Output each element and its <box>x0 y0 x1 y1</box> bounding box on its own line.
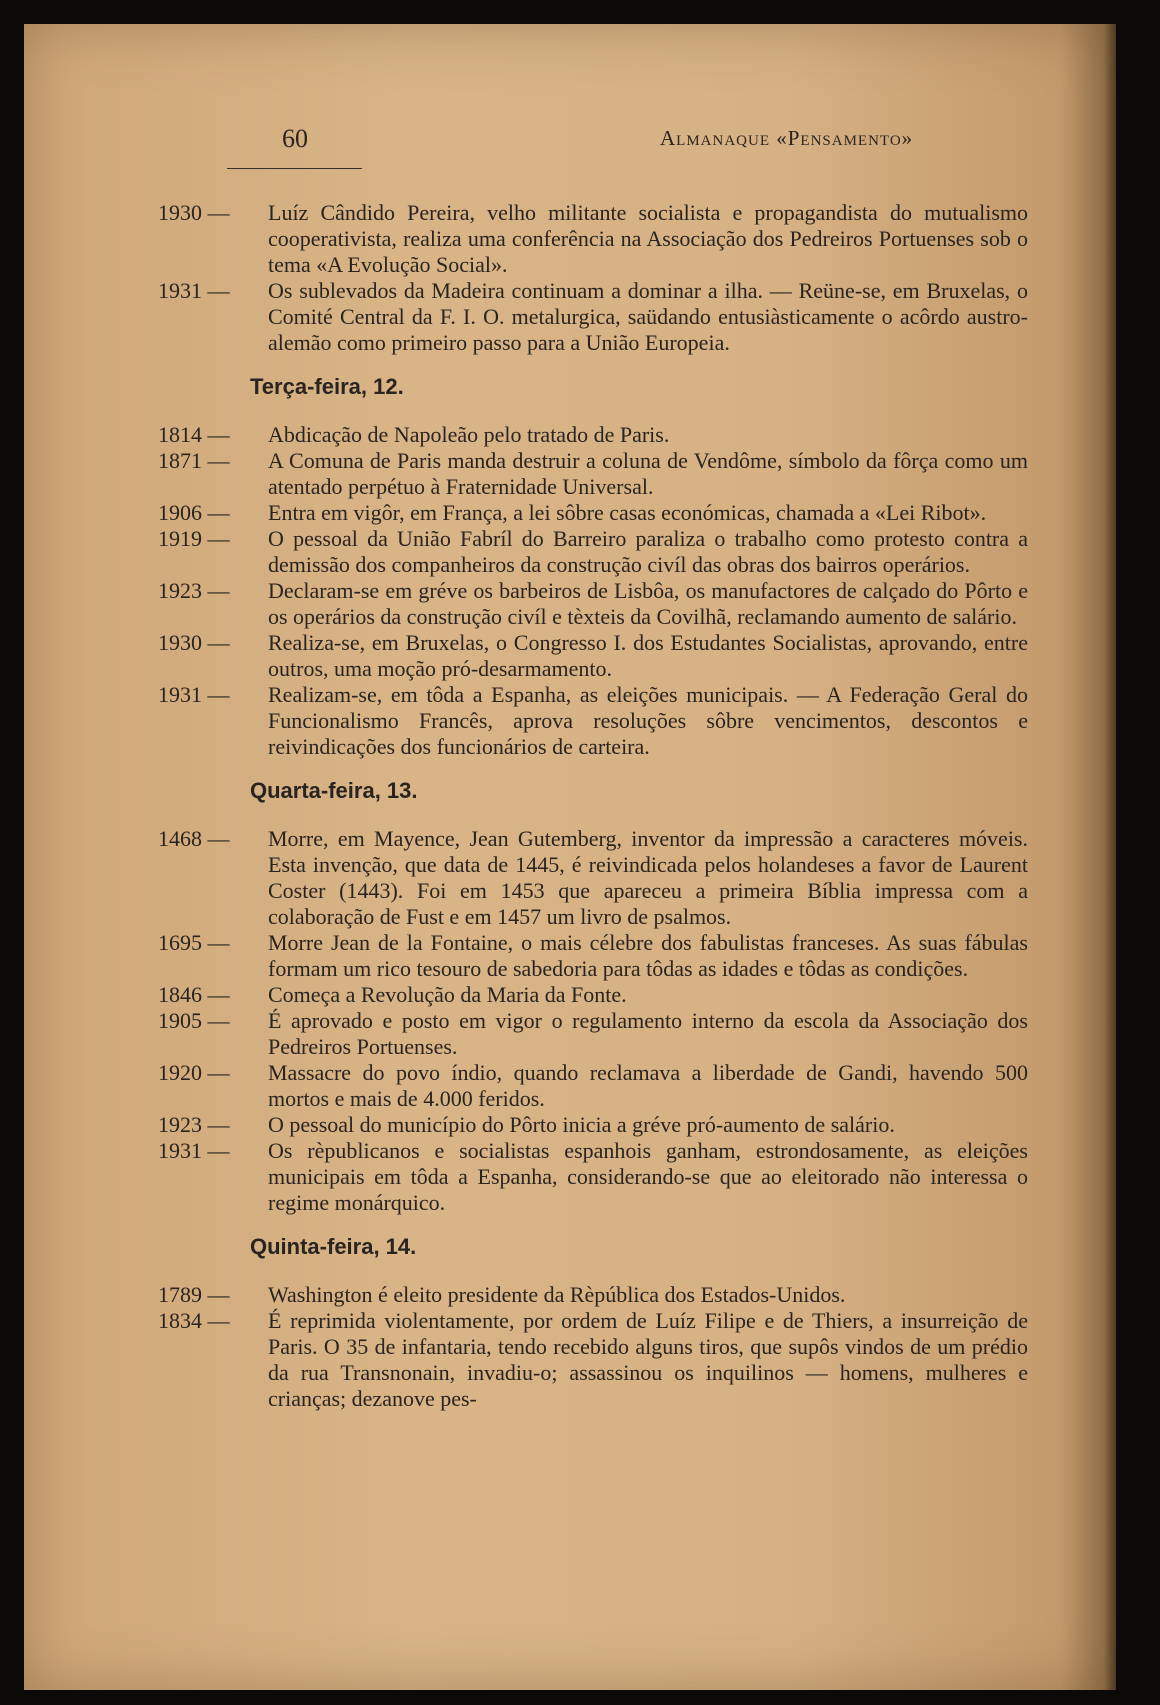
chronology-entry <box>158 200 1028 278</box>
chronology-entry <box>158 1060 1028 1112</box>
page-number: 60 <box>282 124 308 153</box>
chronology-entry <box>158 578 1028 630</box>
almanac-content <box>158 200 1028 1412</box>
day-section <box>158 1234 1028 1412</box>
chronology-entry <box>158 1008 1028 1060</box>
chronology-entry <box>158 422 1028 448</box>
page-edge-shadow <box>1104 24 1116 1690</box>
day-section <box>158 374 1028 760</box>
entry-year: 1931 — <box>158 682 230 707</box>
entry-year: 1920 — <box>158 1060 230 1085</box>
running-title: Almanaque «Pensamento» <box>660 126 914 150</box>
entry-year: 1923 — <box>158 578 230 603</box>
chronology-entry <box>158 526 1028 578</box>
entry-year: 1906 — <box>158 500 230 525</box>
chronology-entry <box>158 1138 1028 1216</box>
page-header <box>24 124 1116 164</box>
chronology-entry <box>158 630 1028 682</box>
entry-text: Os rèpublicanos e socialistas espanhois ganham, estrondosamente, as eleições municipais em tôda a Espanha, considerando-se que ao eleitorado não interessa o regime monárquico. <box>268 1138 1028 1215</box>
entry-year: 1846 — <box>158 982 230 1007</box>
chronology-entry <box>158 982 1028 1008</box>
entry-text: Os sublevados da Madeira continuam a dominar a ilha. — Reüne-se, em Bruxelas, o Comité Central da F. I. O. metalurgica, saüdando entusiàsticamente o acôrdo austro-alemão como primeiro passo para a União Europeia. <box>268 278 1028 355</box>
entry-year: 1930 — <box>158 630 230 655</box>
chronology-entry <box>158 826 1028 930</box>
day-heading: Quinta-feira, 14. <box>250 1234 417 1259</box>
entry-text: O pessoal da União Fabríl do Barreiro paraliza o trabalho como protesto contra a demissão dos companheiros da construção civíl das obras dos bairros operários. <box>268 526 1028 577</box>
entry-year: 1834 — <box>158 1308 230 1333</box>
entry-year: 1931 — <box>158 278 230 303</box>
entry-text: Washington é eleito presidente da Rèpública dos Estados-Unidos. <box>268 1282 846 1307</box>
chronology-entry <box>158 930 1028 982</box>
chronology-entry <box>158 1308 1028 1412</box>
entry-text: Começa a Revolução da Maria da Fonte. <box>268 982 627 1007</box>
day-section <box>158 200 1028 356</box>
entry-year: 1905 — <box>158 1008 230 1033</box>
chronology-entry <box>158 1282 1028 1308</box>
entry-year: 1468 — <box>158 826 230 851</box>
entry-year: 1923 — <box>158 1112 230 1137</box>
day-heading: Terça-feira, 12. <box>250 374 404 399</box>
entry-text: Realiza-se, em Bruxelas, o Congresso I. dos Estudantes Socialistas, aprovando, entre outros, uma moção pró-desarmamento. <box>268 630 1028 681</box>
entry-text: A Comuna de Paris manda destruir a coluna de Vendôme, símbolo da fôrça como um atentado perpétuo à Fraternidade Universal. <box>268 448 1028 499</box>
entry-text: Declaram-se em gréve os barbeiros de Lisbôa, os manufactores de calçado do Pôrto e os operários da construção civíl e tèxteis da Covilhã, reclamando aumento de salário. <box>268 578 1028 629</box>
entry-year: 1871 — <box>158 448 230 473</box>
day-heading: Quarta-feira, 13. <box>250 778 418 803</box>
entry-year: 1814 — <box>158 422 230 447</box>
chronology-entry <box>158 448 1028 500</box>
header-rule <box>227 168 362 169</box>
book-page <box>24 24 1116 1690</box>
entry-year: 1695 — <box>158 930 230 955</box>
chronology-entry <box>158 500 1028 526</box>
entry-year: 1789 — <box>158 1282 230 1307</box>
entry-year: 1930 — <box>158 200 230 225</box>
entry-text: Luíz Cândido Pereira, velho militante socialista e propagandista do mutualismo cooperativista, realiza uma conferência na Associação dos Pedreiros Portuenses sob o tema «A Evolução Social». <box>268 200 1028 277</box>
entry-text: Realizam-se, em tôda a Espanha, as eleições municipais. — A Federação Geral do Funcionalismo Francês, aprova resoluções sôbre vencimentos, descontos e reivindicações dos funcionários de carteira. <box>268 682 1028 759</box>
entry-text: Morre Jean de la Fontaine, o mais célebre dos fabulistas franceses. As suas fábulas formam um rico tesouro de sabedoria para tôdas as idades e tôdas as condições. <box>268 930 1028 981</box>
chronology-entry <box>158 1112 1028 1138</box>
chronology-entry <box>158 278 1028 356</box>
entry-text: Massacre do povo índio, quando reclamava a liberdade de Gandi, havendo 500 mortos e mais de 4.000 feridos. <box>268 1060 1028 1111</box>
entry-text: É aprovado e posto em vigor o regulamento interno da escola da Associação dos Pedreiros Portuenses. <box>268 1008 1028 1059</box>
entry-text: Abdicação de Napoleão pelo tratado de Paris. <box>268 422 670 447</box>
entry-text: Morre, em Mayence, Jean Gutemberg, inventor da impressão a caracteres móveis. Esta invenção, que data de 1445, é reivindicada pelos holandeses a favor de Laurent Coster (1443). Foi em 1453 que apareceu a primeira Bíblia impressa com a colaboração de Fust e em 1457 um livro de psalmos. <box>268 826 1028 929</box>
entry-text: O pessoal do município do Pôrto inicia a gréve pró-aumento de salário. <box>268 1112 895 1137</box>
entry-text: É reprimida violentamente, por ordem de Luíz Filipe e de Thiers, a insurreição de Paris. O 35 de infantaria, tendo recebido alguns tiros, que supôs vindos de um prédio da rua Transnonain, invadiu-o; assassinou os inquilinos — homens, mulheres e crianças; dezanove pes- <box>268 1308 1028 1411</box>
day-section <box>158 778 1028 1216</box>
entry-text: Entra em vigôr, em França, a lei sôbre casas económicas, chamada a «Lei Ribot». <box>268 500 987 525</box>
chronology-entry <box>158 682 1028 760</box>
entry-year: 1931 — <box>158 1138 230 1163</box>
entry-year: 1919 — <box>158 526 230 551</box>
